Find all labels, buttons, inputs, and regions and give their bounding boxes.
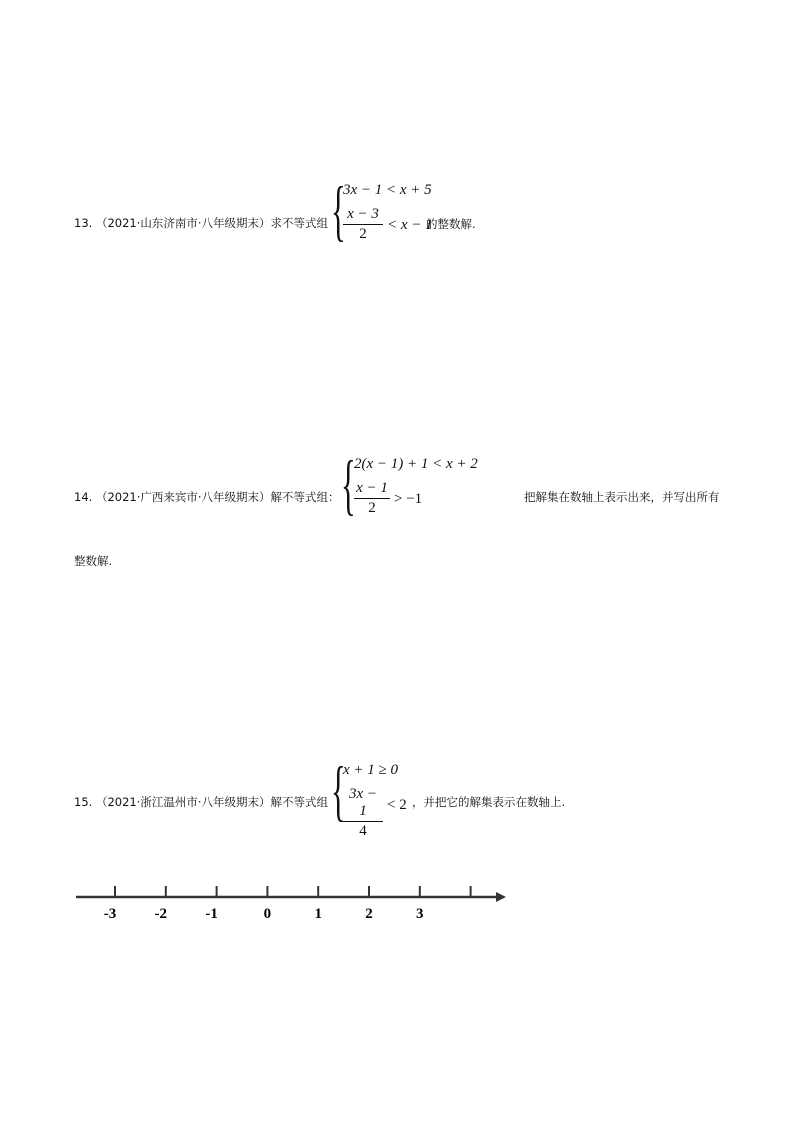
number-line-label: -1: [205, 906, 218, 922]
inequality-line-1: 3x − 1 < x + 5: [343, 182, 432, 198]
fraction-denominator: 2: [368, 500, 376, 516]
problem-number-label: 15.: [74, 795, 93, 809]
inequality-line-1: 2(x − 1) + 1 < x + 2: [354, 456, 478, 472]
number-line-label: 3: [416, 906, 424, 922]
fraction-denominator: 4: [359, 823, 367, 839]
left-brace: {: [331, 172, 346, 248]
problem-suffix: ，并把它的解集表示在数轴上.: [412, 795, 566, 809]
number-line-label: -2: [154, 906, 168, 922]
problem-continuation: 整数解.: [74, 554, 113, 568]
problem-number-label: 13.: [74, 216, 93, 230]
problem-number-label: 14.: [74, 490, 93, 504]
problem-prompt: 解不等式组：: [270, 490, 340, 504]
number-line-arrow: [496, 892, 506, 902]
number-line-label: 2: [365, 906, 373, 922]
fraction-numerator: x − 3: [343, 206, 383, 225]
number-line-label: 0: [263, 906, 272, 922]
fraction-denominator: 2: [359, 226, 367, 242]
number-line-label: 1: [314, 906, 322, 922]
inequality-line-2-rhs: > −1: [394, 491, 423, 507]
problem-prompt: 解不等式组: [270, 795, 329, 809]
problem-suffix: 的整数解.: [426, 217, 476, 231]
problem-source: （2021·山东济南市·八年级期末）: [95, 216, 271, 230]
fraction-numerator: x − 1: [354, 480, 390, 499]
left-brace: {: [331, 752, 346, 828]
inequality-line-2-rhs: < 2: [387, 797, 407, 813]
number-line-label: -3: [103, 906, 117, 922]
problem-source: （2021·广西来宾市·八年级期末）: [95, 490, 271, 504]
inequality-line-1: x + 1 ≥ 0: [343, 762, 399, 778]
fraction-numerator: 3x − 1: [343, 786, 383, 822]
problem-prompt: 求不等式组: [270, 216, 329, 230]
problem-source: （2021·浙江温州市·八年级期末）: [95, 795, 271, 809]
problem-suffix: 把解集在数轴上表示出来，并写出所有: [524, 490, 720, 504]
inequality-line-2-rhs: < x − 1: [387, 217, 433, 233]
left-brace: {: [341, 446, 356, 522]
